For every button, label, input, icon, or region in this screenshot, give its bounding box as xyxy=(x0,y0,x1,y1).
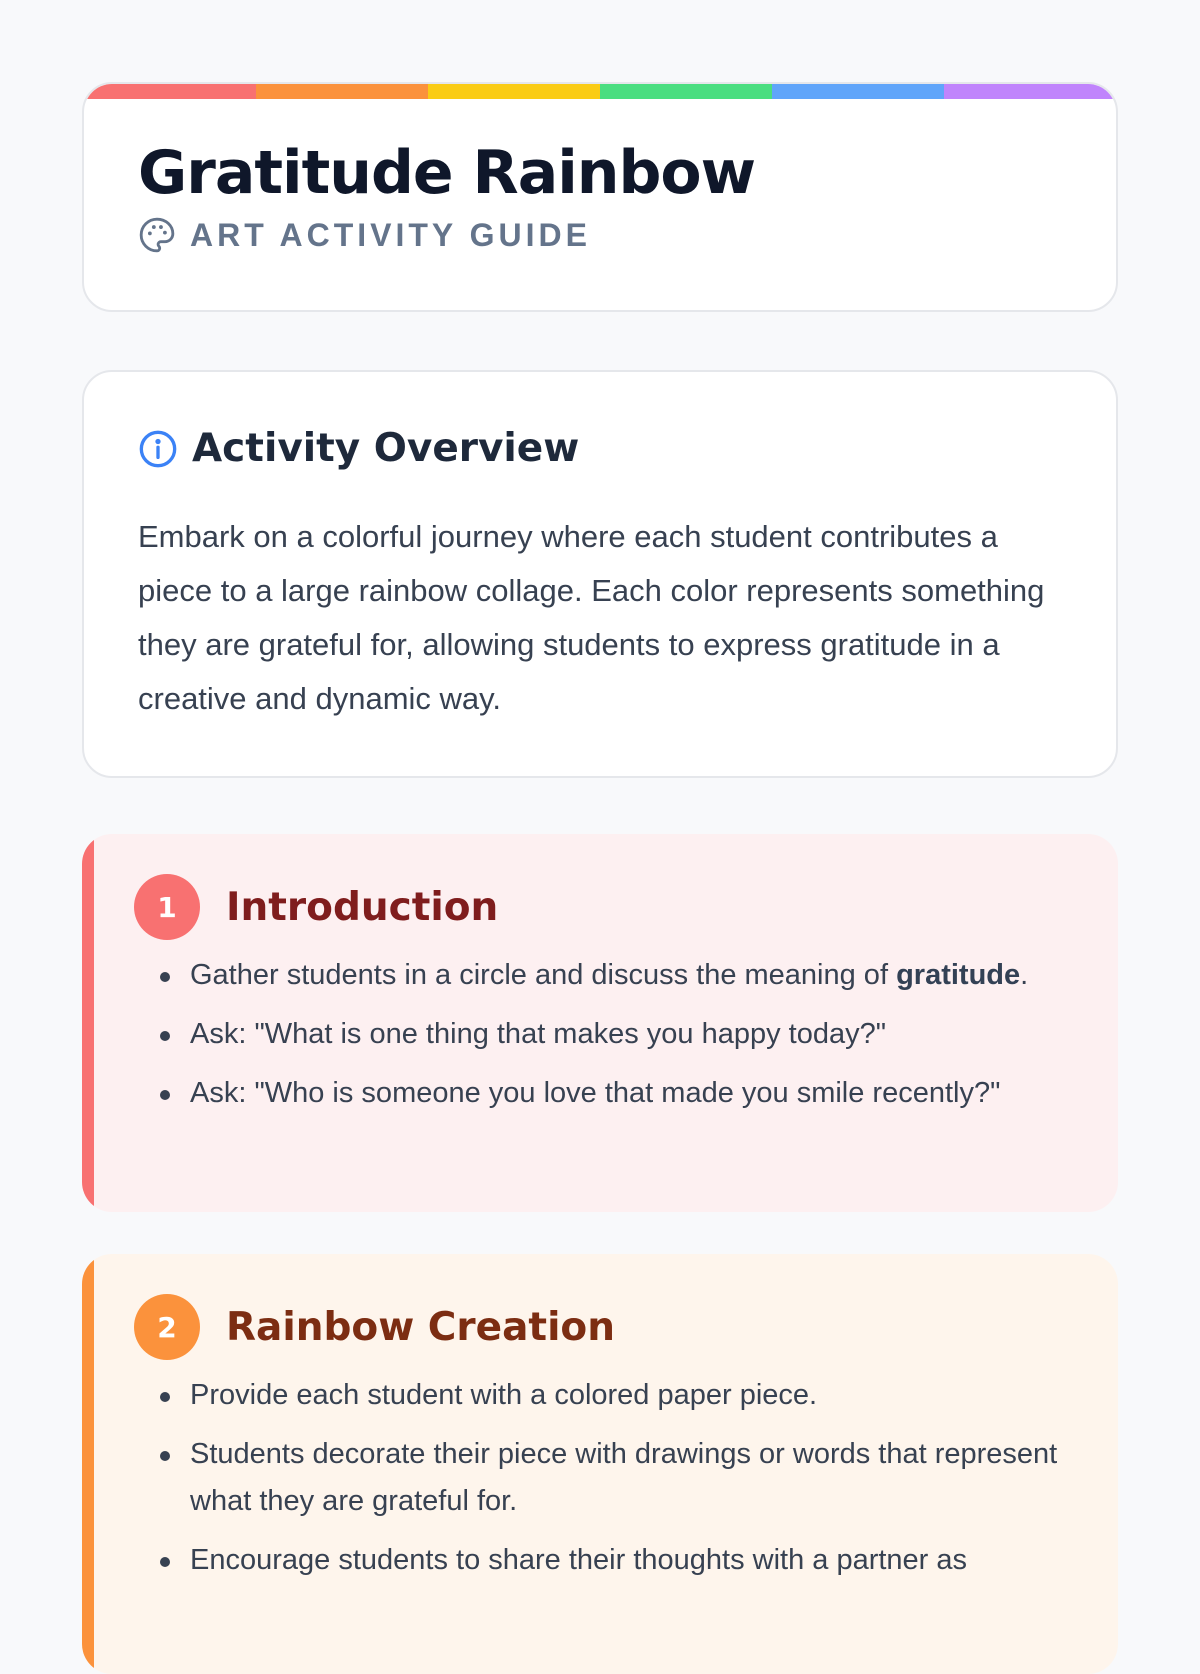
list-item-text: Gather students in a circle and discuss the meaning of xyxy=(190,959,897,991)
rainbow-stripe-red xyxy=(84,84,256,99)
list-item: Provide each student with a colored paper piece. xyxy=(190,1372,1070,1419)
overview-heading xyxy=(138,426,579,471)
step-number-badge: 2 xyxy=(134,1294,200,1360)
list-item-text: . xyxy=(1020,959,1029,991)
step-heading xyxy=(134,1294,615,1360)
list-item xyxy=(190,952,1070,999)
step-accent-bar xyxy=(82,1254,94,1674)
step-list xyxy=(190,952,1070,1129)
step-heading xyxy=(134,874,498,940)
step-card-introduction xyxy=(82,834,1118,1212)
palette-icon xyxy=(138,216,176,254)
list-item: Ask: "What is one thing that makes you happy today?" xyxy=(190,1011,1070,1058)
step-card-rainbow-creation xyxy=(82,1254,1118,1674)
page-title: Gratitude Rainbow xyxy=(138,138,756,208)
step-list xyxy=(190,1372,1070,1596)
rainbow-stripe-purple xyxy=(944,84,1116,99)
step-accent-bar xyxy=(82,834,94,1212)
overview-title: Activity Overview xyxy=(192,426,580,471)
step-title: Rainbow Creation xyxy=(226,1304,615,1350)
info-icon xyxy=(138,429,178,469)
subtitle-row xyxy=(138,216,591,254)
rainbow-bar xyxy=(84,84,1116,99)
list-item: Ask: "Who is someone you love that made you smile recently?" xyxy=(190,1070,1070,1117)
list-item: Encourage students to share their thoughts with a partner as xyxy=(190,1537,1070,1584)
step-number-badge: 1 xyxy=(134,874,200,940)
rainbow-stripe-blue xyxy=(772,84,944,99)
page-subtitle: ART ACTIVITY GUIDE xyxy=(190,216,591,253)
list-item-bold-text: gratitude xyxy=(896,959,1021,991)
overview-text: Embark on a colorful journey where each student contributes a piece to a large rainbow collage. Each color represents something they are grateful for, allowing students to express gratitude in a creative and dynamic way. xyxy=(138,519,1045,716)
rainbow-stripe-green xyxy=(600,84,772,99)
overview-card xyxy=(82,370,1118,778)
rainbow-stripe-yellow xyxy=(428,84,600,99)
header-card xyxy=(82,82,1118,312)
step-title: Introduction xyxy=(226,884,499,930)
rainbow-stripe-orange xyxy=(256,84,428,99)
list-item: Students decorate their piece with drawings or words that represent what they are grateful for. xyxy=(190,1431,1070,1525)
